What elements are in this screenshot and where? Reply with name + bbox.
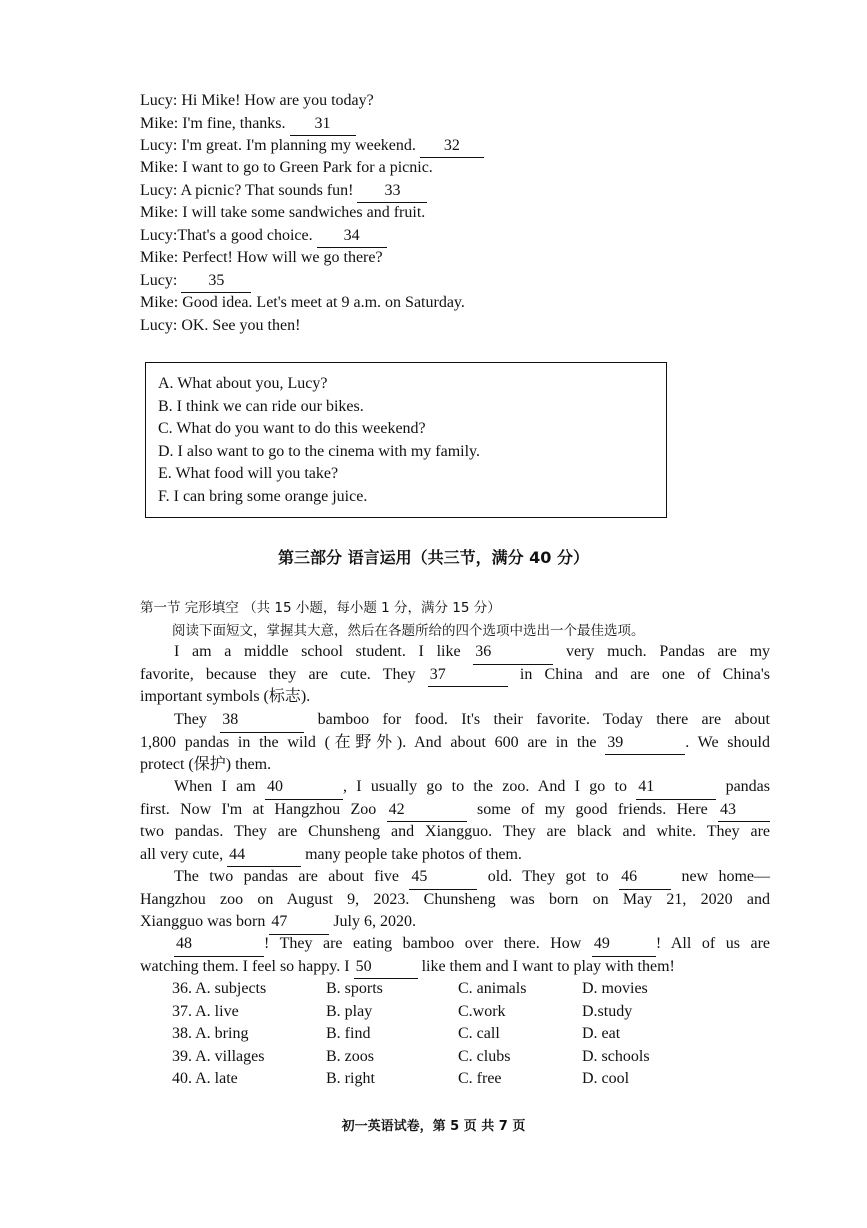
answer-blank: 35 — [181, 270, 251, 293]
answer-blank: 31 — [290, 113, 356, 136]
passage-line: 48 ! They are eating bamboo over there. How 49 ! All of us are — [140, 933, 770, 956]
choice-d: D. cool — [582, 1070, 630, 1087]
option-a: A. What about you, Lucy? — [158, 375, 328, 392]
dialogue-line: Lucy: 35 — [140, 270, 251, 293]
answer-blank: 46 — [619, 866, 671, 890]
answer-blank: 49 — [592, 933, 656, 957]
passage-line: The two pandas are about five 45 old. They got to 46 new home— — [140, 866, 770, 889]
answer-blank: 32 — [420, 135, 484, 158]
passage-line: two pandas. They are Chunsheng and Xiangguo. They are black and white. They are — [140, 823, 770, 841]
answer-blank: 47 — [269, 911, 329, 935]
passage-line: Hangzhou zoo on August 9, 2023. Chunsheng was born on May 21, 2020 and — [140, 890, 770, 908]
answer-blank: 37 — [428, 664, 508, 688]
option-b: B. I think we can ride our bikes. — [158, 398, 364, 415]
dialogue-line: Lucy: I'm great. I'm planning my weekend. 32 — [140, 135, 484, 158]
passage-line: watching them. I feel so happy. I 50 like them and I want to play with them! — [140, 956, 770, 979]
choice-b: B. right — [326, 1070, 375, 1087]
choice-c: C.work — [458, 1002, 506, 1020]
choice-d: D. movies — [582, 980, 648, 997]
option-e: E. What food will you take? — [158, 465, 339, 482]
answer-blank: 42 — [387, 799, 467, 823]
answer-blank: 41 — [636, 776, 716, 800]
dialogue-line: Lucy: OK. See you then! — [140, 317, 301, 334]
choice-question-36: 36. A. subjects — [172, 980, 267, 997]
answer-blank: 34 — [317, 225, 387, 248]
choice-row — [172, 1068, 692, 1091]
option-f: F. I can bring some orange juice. — [158, 488, 368, 505]
answer-blank: 44 — [227, 844, 301, 868]
option-d: D. I also want to go to the cinema with my family. — [158, 443, 481, 460]
passage-line: When I am 40 , I usually go to the zoo. And I go to 41 pandas — [140, 776, 770, 799]
options-box — [145, 362, 667, 518]
dialogue-line: Lucy: Hi Mike! How are you today? — [140, 92, 374, 109]
dialogue-line: Mike: I want to go to Green Park for a picnic. — [140, 159, 433, 176]
part3-title: 第三部分 语言运用（共三节，满分 40 分） — [278, 548, 589, 567]
choice-b: B. find — [326, 1025, 371, 1042]
choice-question-37: 37. A. live — [172, 1002, 239, 1020]
dialogue-line: Mike: Perfect! How will we go there? — [140, 249, 383, 266]
answer-blank: 40 — [265, 776, 343, 800]
answer-blank: 45 — [409, 866, 477, 890]
answer-blank: 33 — [357, 180, 427, 203]
passage-line: I am a middle school student. I like 36 very much. Pandas are my — [140, 641, 770, 664]
passage-line: They 38 bamboo for food. It's their favorite. Today there are about — [140, 709, 770, 732]
passage-line: important symbols (标志). — [140, 688, 311, 706]
choice-c: C. animals — [458, 980, 527, 997]
choice-b: B. zoos — [326, 1047, 374, 1065]
option-c: C. What do you want to do this weekend? — [158, 420, 426, 437]
dialogue-line: Lucy:That's a good choice. 34 — [140, 225, 387, 248]
choice-question-40: 40. A. late — [172, 1070, 238, 1087]
dialogue-line: Mike: Good idea. Let's meet at 9 a.m. on Saturday. — [140, 294, 465, 311]
answer-blank: 48 — [174, 933, 264, 957]
passage-paragraph-2 — [140, 709, 770, 777]
choice-row — [172, 1001, 692, 1024]
choice-question-38: 38. A. bring — [172, 1025, 249, 1042]
answer-blank: 36 — [473, 641, 553, 665]
passage-paragraph-3 — [140, 776, 770, 866]
passage-paragraph-5 — [140, 933, 770, 978]
answer-blank: 38 — [220, 709, 304, 733]
page-footer: 初一英语试卷，第 5 页 共 7 页 — [341, 1119, 526, 1134]
choice-c: C. call — [458, 1025, 500, 1042]
choice-row — [172, 1046, 692, 1069]
choice-b: B. sports — [326, 980, 383, 997]
passage-paragraph-4 — [140, 866, 770, 934]
passage-paragraph-1 — [140, 641, 770, 709]
choice-row — [172, 1023, 692, 1046]
answer-blank: 50 — [354, 956, 418, 980]
instruction: 阅读下面短文，掌握其大意，然后在各题所给的四个选项中选出一个最佳选项。 — [172, 623, 645, 639]
section1-title: 第一节 完形填空 （共 15 小题，每小题 1 分，满分 15 分） — [140, 600, 501, 616]
passage-line: 1,800 pandas in the wild (在野外). And about 600 are in the 39 . We should — [140, 732, 770, 755]
choice-row — [172, 978, 692, 1001]
passage-line: all very cute, 44 many people take photos of them. — [140, 844, 770, 867]
choice-b: B. play — [326, 1002, 373, 1020]
answer-blank: 39 — [605, 732, 685, 756]
choice-d: D.study — [582, 1002, 633, 1020]
dialogue-line: Lucy: A picnic? That sounds fun! 33 — [140, 180, 427, 203]
choice-question-39: 39. A. villages — [172, 1047, 265, 1065]
answer-blank: 43 — [718, 799, 770, 823]
choice-list — [172, 978, 692, 1091]
dialogue-line: Mike: I will take some sandwiches and fruit. — [140, 204, 426, 221]
passage-line: Xiangguo was born 47 July 6, 2020. — [140, 911, 770, 934]
choice-d: D. eat — [582, 1025, 621, 1042]
choice-c: C. free — [458, 1070, 502, 1087]
choice-c: C. clubs — [458, 1047, 511, 1065]
passage-line: favorite, because they are cute. They 37 in China and are one of China's — [140, 664, 770, 687]
choice-d: D. schools — [582, 1047, 650, 1065]
dialogue-line: Mike: I'm fine, thanks. 31 — [140, 113, 356, 136]
passage-line: first. Now I'm at Hangzhou Zoo 42 some of my good friends. Here 43 — [140, 799, 770, 822]
passage-line: protect (保护) them. — [140, 756, 272, 774]
